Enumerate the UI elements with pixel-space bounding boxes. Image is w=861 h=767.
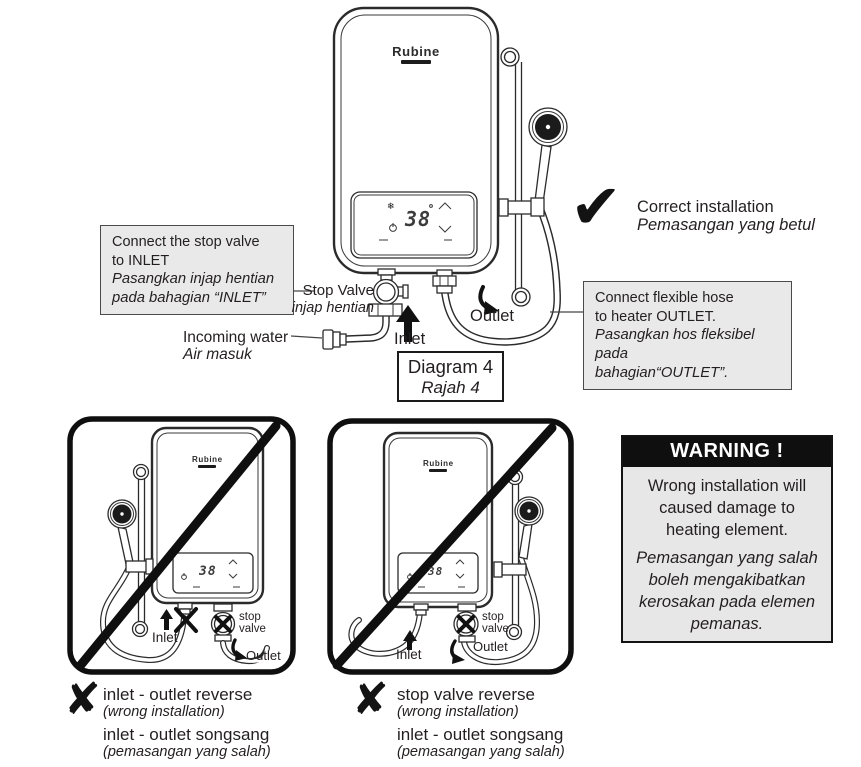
inlet-label: Inlet bbox=[152, 630, 178, 645]
wrong-caption-line: inlet - outlet songsang bbox=[397, 725, 564, 745]
leader-incoming-water bbox=[291, 336, 322, 338]
diagram-caption-box bbox=[397, 351, 504, 402]
warning-box bbox=[621, 435, 833, 643]
warning-title: WARNING ! bbox=[623, 437, 831, 467]
wrong-caption-line: inlet - outlet reverse bbox=[103, 685, 253, 704]
wrong-caption-line: (pemasangan yang salah) bbox=[397, 744, 565, 761]
incoming-water-label: Incoming water bbox=[183, 329, 289, 346]
brand-text: Rubine bbox=[423, 459, 454, 468]
warning-line: Wrong installation will bbox=[647, 477, 807, 495]
crossed-stop-valve bbox=[212, 604, 235, 641]
warning-line: heating element. bbox=[665, 520, 788, 539]
check-icon: ✔ bbox=[570, 170, 622, 243]
crossed-stop-valve bbox=[454, 604, 478, 642]
wrong-caption-line: (wrong installation) bbox=[103, 704, 225, 721]
callout-line: Connect the stop valve bbox=[112, 234, 260, 250]
callout-line: Pasangkan hos fleksibel pada bbox=[595, 327, 755, 363]
incoming-water-label-ms: Air masuk bbox=[183, 346, 252, 364]
callout-line: to INLET bbox=[112, 252, 170, 269]
callout-inlet-instruction bbox=[100, 225, 294, 315]
temperature-display: 38 bbox=[199, 564, 217, 579]
wrong-caption-line: (wrong installation) bbox=[397, 704, 519, 721]
cross-icon: ✘ bbox=[352, 674, 389, 725]
temperature-display: 38 bbox=[405, 207, 432, 231]
warning-line: pemanas. bbox=[690, 614, 764, 633]
correct-installation-label: Correct installation bbox=[637, 198, 774, 216]
warning-line: caused damage to bbox=[659, 498, 795, 517]
brand-logo bbox=[392, 44, 440, 64]
snowflake-icon: ❄ bbox=[387, 202, 395, 212]
stop-valve-label: stop bbox=[239, 611, 261, 623]
cross-icon: ✘ bbox=[64, 674, 101, 725]
brand-text: Rubine bbox=[192, 455, 223, 464]
warning-line: kerosakan pada elemen bbox=[638, 592, 816, 611]
incoming-water-fitting bbox=[323, 330, 346, 349]
stop-valve-label: valve bbox=[482, 622, 509, 635]
callout-line: to heater OUTLET. bbox=[595, 308, 716, 325]
callout-line: pada bahagian “INLET” bbox=[112, 290, 266, 307]
brand-text: Rubine bbox=[392, 44, 440, 59]
wrong-caption-line: stop valve reverse bbox=[397, 685, 535, 704]
outlet-fitting bbox=[433, 270, 456, 293]
outlet-label: Outlet bbox=[470, 307, 515, 325]
stop-valve-label-ms: injap hentian bbox=[291, 299, 374, 316]
callout-outlet-instruction bbox=[583, 281, 792, 390]
callout-line: Pasangkan injap hentian bbox=[112, 271, 275, 288]
inlet-arrow-icon bbox=[160, 609, 173, 630]
callout-line: bahagian“OUTLET”. bbox=[595, 364, 729, 381]
stop-valve-label: Stop Valve bbox=[302, 282, 374, 299]
stop-valve-label: valve bbox=[239, 622, 266, 635]
brand-logo bbox=[423, 459, 453, 472]
brand-bar bbox=[429, 469, 447, 472]
callout-line: Connect flexible hose bbox=[595, 290, 734, 306]
diagram-number: Diagram 4 bbox=[407, 356, 494, 377]
warning-line: boleh mengakibatkan bbox=[648, 571, 806, 590]
shower-head bbox=[499, 108, 567, 216]
shower-rail bbox=[501, 48, 530, 306]
outlet-label: Outlet bbox=[473, 639, 508, 654]
brand-logo bbox=[192, 455, 222, 468]
stop-valve bbox=[369, 280, 408, 317]
inlet-label: Inlet bbox=[394, 330, 426, 348]
outlet-label: Outlet bbox=[246, 648, 281, 663]
wrong-caption-line: inlet - outlet songsang bbox=[103, 725, 270, 745]
brand-bar bbox=[401, 60, 431, 64]
diagram-number-ms: Rajah 4 bbox=[421, 378, 480, 397]
stop-valve-label: stop bbox=[482, 611, 504, 623]
wrong-caption-line: (pemasangan yang salah) bbox=[103, 744, 271, 761]
correct-installation-label-ms: Pemasangan yang betul bbox=[637, 216, 815, 235]
temperature-display: 38 bbox=[428, 565, 444, 578]
inlet-label: Inlet bbox=[396, 647, 422, 662]
warning-line: Pemasangan yang salah bbox=[636, 549, 818, 568]
brand-bar bbox=[198, 465, 216, 468]
